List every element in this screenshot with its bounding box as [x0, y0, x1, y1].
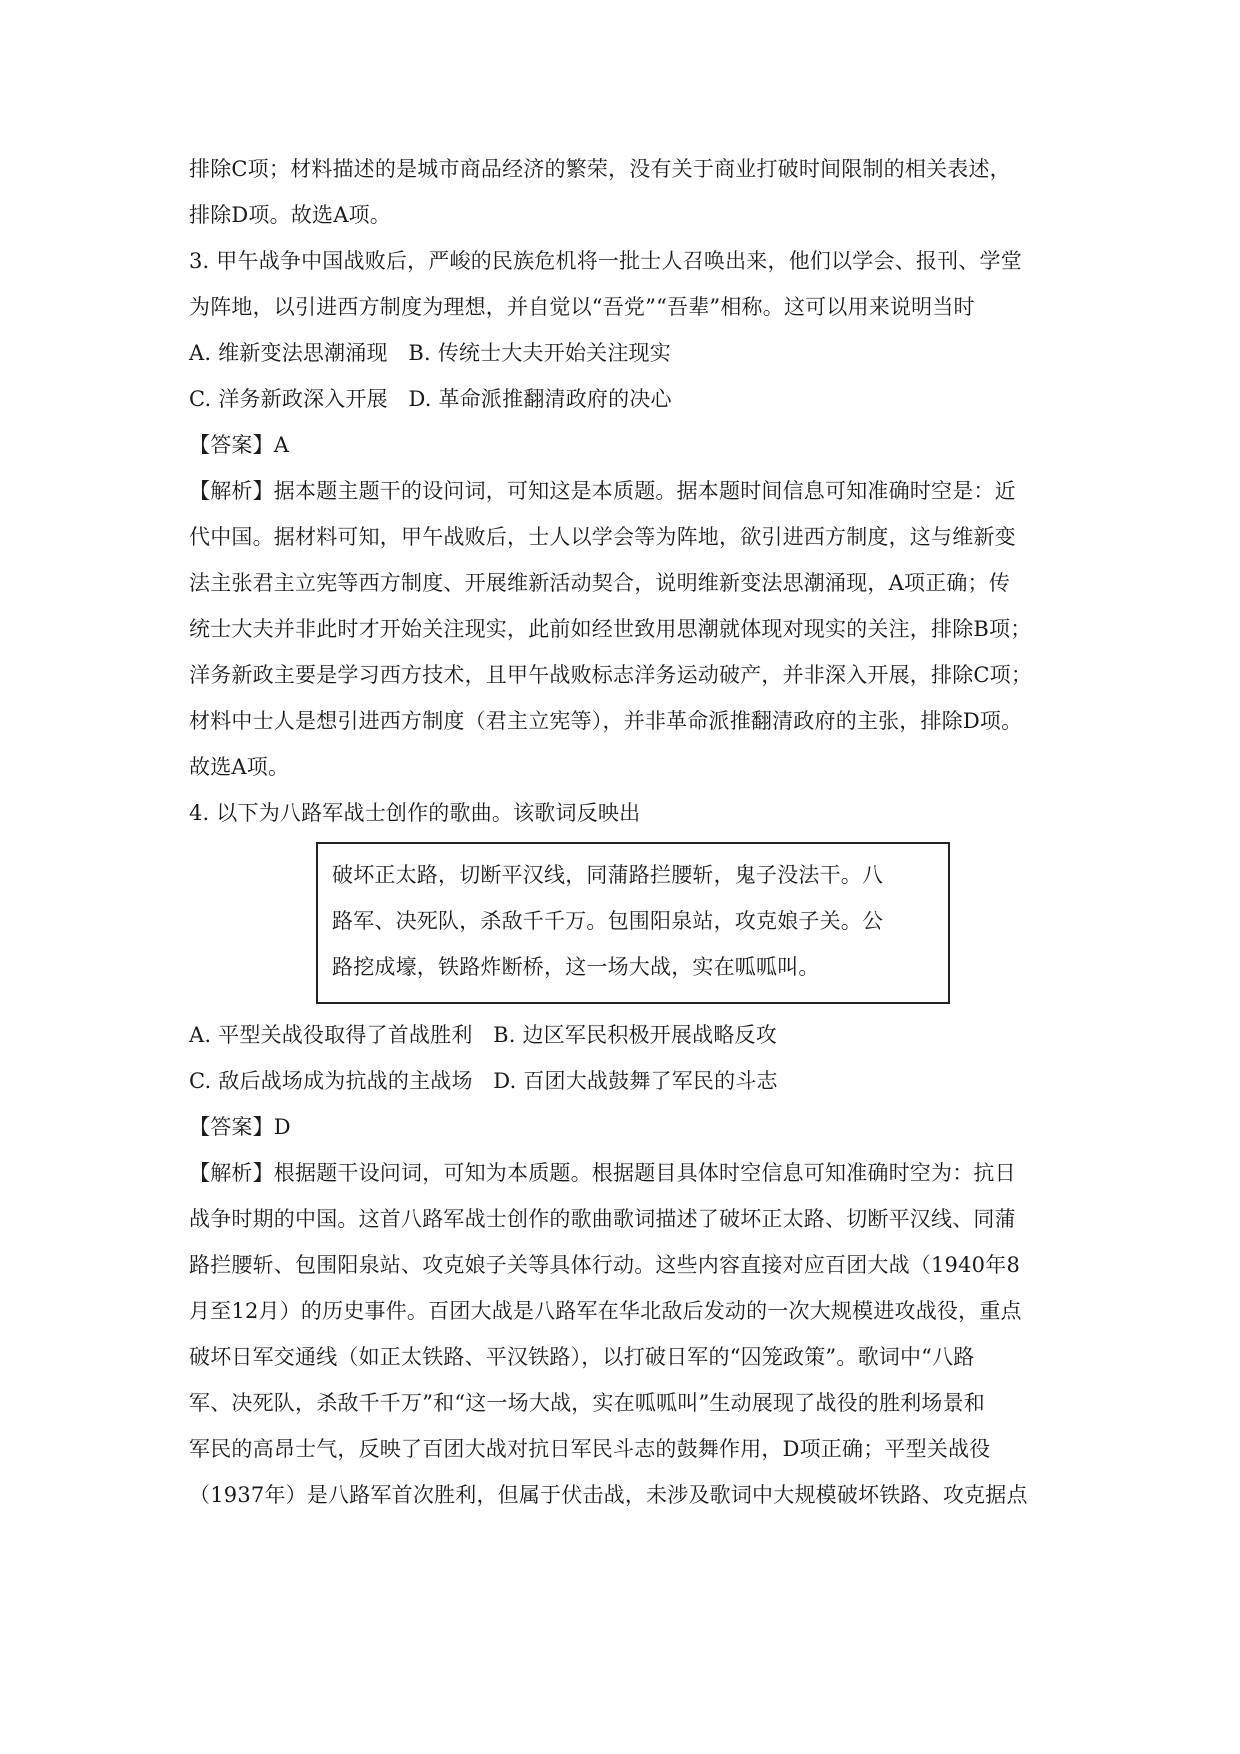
- analysis-line: 法主张君主立宪等西方制度、开展维新活动契合，说明维新变法思潮涌现，A项正确；传: [189, 571, 1010, 595]
- question-4: [189, 790, 1079, 1518]
- q2-tail: [189, 146, 1079, 238]
- analysis-line: 战争时期的中国。这首八路军战士创作的歌曲歌词描述了破坏正太路、切断平汉线、同蒲: [189, 1207, 1016, 1231]
- analysis-line: 【解析】据本题主题干的设问词，可知这是本质题。据本题时间信息可知准确时空是：近: [189, 479, 1016, 503]
- option-line: C. 洋务新政深入开展 D. 革命派推翻清政府的决心: [189, 387, 672, 411]
- document-page: [189, 146, 1079, 1518]
- lyrics-line: 破坏正太路，切断平汉线，同蒲路拦腰斩，鬼子没法干。八: [332, 863, 884, 887]
- analysis-line: 洋务新政主要是学习西方技术，且甲午战败标志洋务运动破产，并非深入开展，排除C项；: [189, 663, 1033, 687]
- option-line: C. 敌后战场成为抗战的主战场 D. 百团大战鼓舞了军民的斗志: [189, 1069, 778, 1093]
- lyrics-line: 路军、决死队，杀敌千千万。包围阳泉站，攻克娘子关。公: [332, 909, 884, 933]
- analysis-line: 路拦腰斩、包围阳泉站、攻克娘子关等具体行动。这些内容直接对应百团大战（1940年8: [189, 1253, 1021, 1277]
- analysis-line: 【解析】根据题干设问词，可知为本质题。根据题目具体时空信息可知准确时空为：抗日: [189, 1161, 1016, 1185]
- analysis-line: 代中国。据材料可知，甲午战败后，士人以学会等为阵地，欲引进西方制度，这与维新变: [189, 525, 1016, 549]
- question-3: [189, 238, 1079, 790]
- text-line: 排除D项。故选A项。: [189, 203, 392, 227]
- answer-line: 【答案】D: [189, 1115, 291, 1139]
- text-line: 排除C项；材料描述的是城市商品经济的繁荣，没有关于商业打破时间限制的相关表述，: [189, 157, 1011, 181]
- question-stem: 4. 以下为八路军战士创作的歌曲。该歌词反映出: [189, 801, 641, 825]
- analysis-line: 统士大夫并非此时才开始关注现实，此前如经世致用思潮就体现对现实的关注，排除B项；: [189, 617, 1032, 641]
- analysis-line: 破坏日军交通线（如正太铁路、平汉铁路），以打破日军的“囚笼政策”。歌词中“八路: [189, 1345, 975, 1369]
- analysis-line: 月至12月）的历史事件。百团大战是八路军在华北敌后发动的一次大规模进攻战役，重点: [189, 1299, 1022, 1323]
- analysis-line: 军民的高昂士气，反映了百团大战对抗日军民斗志的鼓舞作用，D项正确；平型关战役: [189, 1437, 991, 1461]
- analysis-line: 军、决死队，杀敌千千万”和“这一场大战，实在呱呱叫”生动展现了战役的胜利场景和: [189, 1391, 986, 1415]
- analysis-line: （1937年）是八路军首次胜利，但属于伏击战，未涉及歌词中大规模破坏铁路、攻克据点: [189, 1483, 1028, 1507]
- lyrics-line: 路挖成壕，铁路炸断桥，这一场大战，实在呱呱叫。: [332, 955, 820, 979]
- question-stem: 3. 甲午战争中国战败后，严峻的民族危机将一批士人召唤出来，他们以学会、报刊、学堂: [189, 249, 1022, 273]
- answer-line: 【答案】A: [189, 433, 290, 457]
- option-line: A. 平型关战役取得了首战胜利 B. 边区军民积极开展战略反攻: [189, 1023, 777, 1047]
- lyrics-box: [316, 842, 950, 1004]
- question-stem: 为阵地，以引进西方制度为理想，并自觉以“吾党”“吾辈”相称。这可以用来说明当时: [189, 295, 975, 319]
- option-line: A. 维新变法思潮涌现 B. 传统士大夫开始关注现实: [189, 341, 671, 365]
- analysis-line: 故选A项。: [189, 755, 290, 779]
- analysis-line: 材料中士人是想引进西方制度（君主立宪等），并非革命派推翻清政府的主张，排除D项。: [189, 709, 1023, 733]
